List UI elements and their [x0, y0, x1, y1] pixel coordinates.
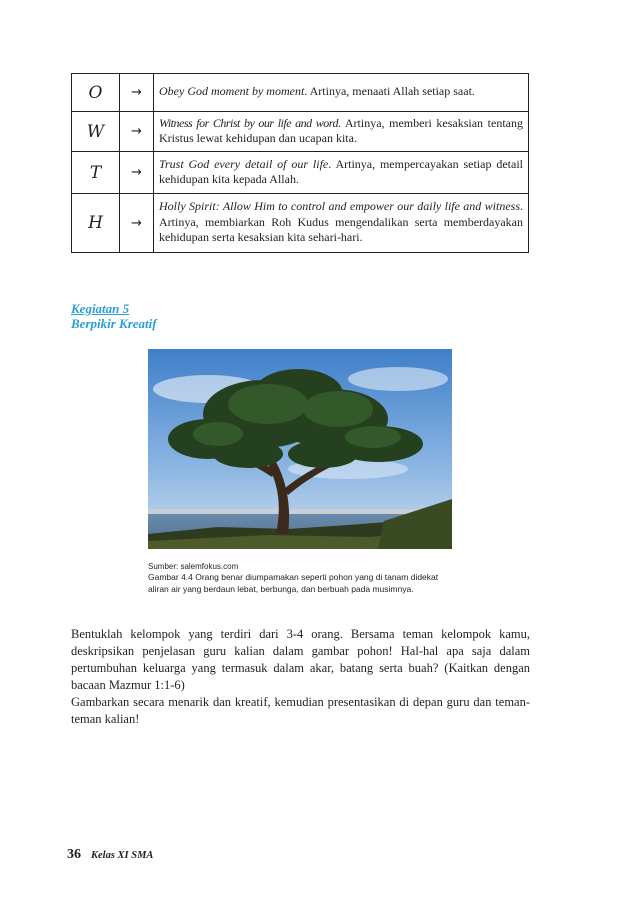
tree-photo: [148, 349, 452, 549]
english-phrase: Witness for Christ by our life and word: [159, 115, 338, 130]
meaning-text: . Artinya, mempercayakan setiap detail kehidupan kita kepada Allah.: [159, 156, 523, 186]
figure-caption: Gambar 4.4 Orang benar diumpamakan seperti pohon yang di tanam didekat aliran air yang berdaun lebat, berbunga, dan berbuah pada musimnya.: [148, 572, 439, 594]
english-phrase: Obey God moment by moment: [159, 84, 305, 99]
acronym-table: [71, 73, 529, 253]
arrow-icon: →: [120, 112, 154, 152]
activity-title: Berpikir Kreatif: [71, 316, 157, 331]
table-row: [72, 152, 529, 194]
acronym-letter: O: [72, 74, 120, 112]
figure-source: Sumber: salemfokus.com: [148, 562, 239, 571]
acronym-description: [154, 74, 529, 112]
meaning-text: . Artinya, membiarkan Roh Kudus mengendalikan serta memberdayakan kehidupan serta kesaksian kita sehari-hari.: [159, 199, 523, 245]
instruction-paragraph: Gambarkan secara menarik dan kreatif, kemudian presentasikan di depan guru dan teman-teman kalian!: [71, 695, 530, 726]
arrow-icon: →: [120, 152, 154, 194]
english-phrase: Holly Spirit: Allow Him to control and empower our daily life and witness: [159, 199, 520, 214]
acronym-letter: W: [72, 112, 120, 152]
acronym-letter: H: [72, 194, 120, 253]
activity-number: Kegiatan 5: [71, 301, 130, 316]
arrow-icon: →: [120, 74, 154, 112]
arrow-icon: →: [120, 194, 154, 253]
table-row: [72, 74, 529, 112]
meaning-text: . Artinya, memberi kesaksian tentang Kristus lewat kehidupan dan ucapan kita.: [159, 115, 523, 145]
acronym-description: [154, 112, 529, 152]
book-title: Kelas XI SMA: [91, 850, 154, 861]
acronym-description: [154, 152, 529, 194]
table-row: [72, 112, 529, 152]
english-phrase: Trust God every detail of our life: [159, 156, 329, 171]
instruction-paragraph: Bentuklah kelompok yang terdiri dari 3-4 orang. Bersama teman kelompok kamu, deskripsikan penjelasan guru kalian dalam gambar pohon! Hal-hal apa saja dalam pertumbuhan keluarga yang termasuk dalam akar, batang serta buah? (Kaitkan dengan bacaan Mazmur 1:1-6): [71, 627, 530, 692]
meaning-text: . Artinya, menaati Allah setiap saat.: [304, 84, 475, 99]
acronym-description: [154, 194, 529, 253]
page-number: 36: [67, 847, 81, 862]
activity-heading: [71, 301, 157, 331]
acronym-letter: T: [72, 152, 120, 194]
table-row: [72, 194, 529, 253]
page-footer: [67, 847, 153, 863]
